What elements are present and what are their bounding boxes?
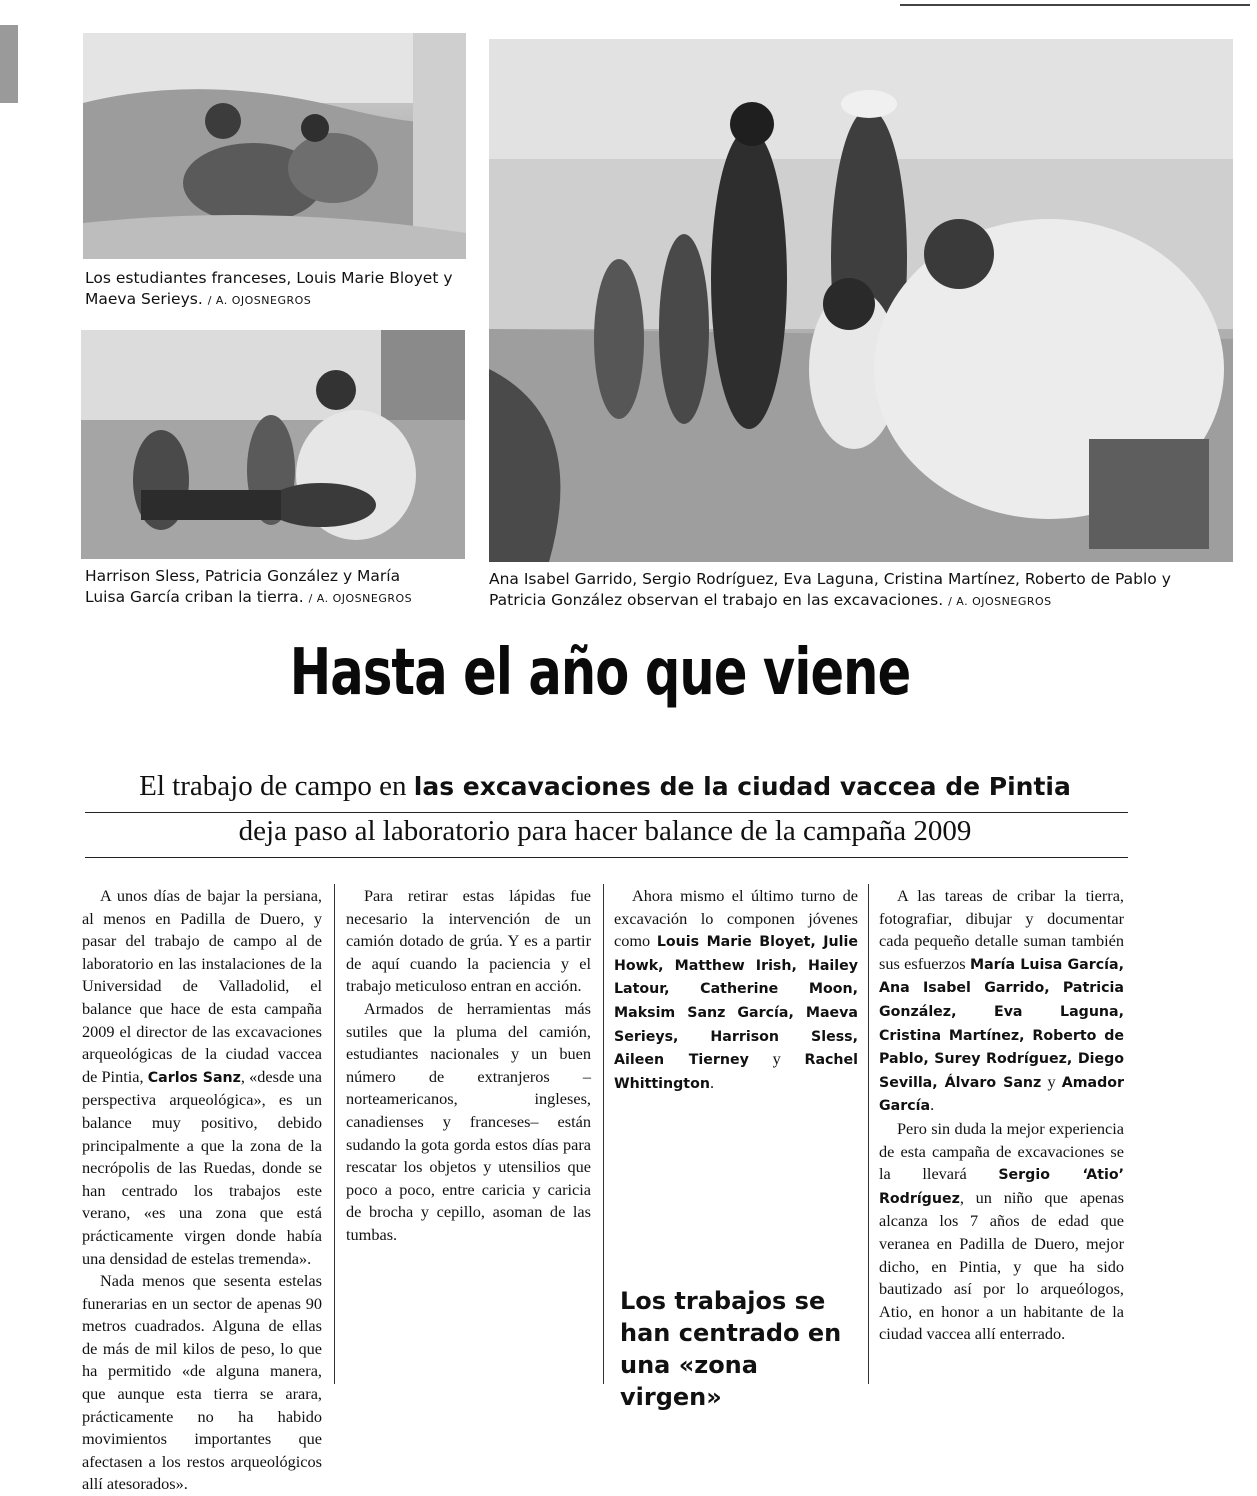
person-name: Amador García	[879, 1074, 1124, 1115]
pull-quote: Los trabajos se han centrado en una «zona virgen»	[620, 1287, 842, 1411]
body-text: .	[930, 1095, 935, 1115]
body-text: , un niño que apenas alcanza los 7 años de edad que veranea en Padilla de Duero, mejor dicho, en Pintia, y que ha sido bautizado así por lo arqueólogos, Atio, en honor a un habitante de la ciudad vaccea allí enterrado.	[879, 1187, 1124, 1344]
subheadline-line-2: deja paso al laboratorio para hacer balance de la campaña 2009	[238, 815, 972, 847]
paragraph: Para retirar estas lápidas fue necesario la intervención de un camión dotado de grúa. Y es a partir de aquí cuando la paciencia y el trabajo meticuloso entran en acción.	[346, 886, 591, 996]
body-text: .	[709, 1072, 715, 1092]
body-text: A unos días de bajar la persiana, al menos en Padilla de Duero, y pasar del trabajo de campo al de laboratorio en las instalaciones de la Universidad de Valladolid, el balance que hace de esta campaña 2009 el director de las excavaciones arqueológicas de la ciudad vaccea de Pintia,	[82, 886, 322, 1086]
subheadline-bold: las excavaciones de la ciudad vaccea de Pintia	[413, 772, 1071, 801]
scan-top-rule	[900, 4, 1250, 6]
headline: Hasta el año que viene	[289, 636, 911, 710]
person-names: Louis Marie Bloyet, Julie Howk, Matthew Irish, Hailey Latour, Catherine Moon, Maksim Sanz García, Maeva Serieys, Harrison Sless, Aileen Tierney	[614, 934, 858, 1069]
subheadline-plain: El trabajo de campo en	[139, 770, 414, 802]
paragraph	[614, 885, 858, 1095]
photo-credit: / A. OJOSNEGROS	[207, 294, 312, 307]
photo-sifting-soil	[81, 330, 465, 559]
caption-photo-2	[85, 566, 445, 609]
photo-credit: / A. OJOSNEGROS	[948, 595, 1052, 608]
person-name: Carlos Sanz	[147, 1069, 241, 1086]
paragraph: Armados de herramientas más sutiles que la pluma del camión, estudiantes nacionales y un buen número de extranjeros –norteamericanos, ingleses, canadienses y franceses– están sudando la gota gorda estos días para rescatar los objetos y utensilios que poco a poco, entre caricia y caricia de brocha y cepillo, asoman de las tumbas.	[346, 998, 591, 1244]
subheadline-divider-bottom	[85, 857, 1128, 858]
paragraph: Nada menos que sesenta estelas funerarias en un sector de apenas 90 metros cuadrados. Alguna de ellas de más de mil kilos de peso, lo que ha permitido «de alguna manera, que aunque esta tierra se arara, prácticamente no ha habido movimientos importantes que afectasen a los restos arqueológicos allí atesorados».	[82, 1271, 322, 1494]
paragraph	[879, 1118, 1124, 1346]
photo-credit: / A. OJOSNEGROS	[308, 592, 413, 605]
body-column-1	[82, 885, 322, 1496]
body-text: y	[1041, 1071, 1062, 1091]
body-text: A las tareas de cribar la tierra, fotografiar, dibujar y documentar cada pequeño detalle suman también sus esfuerzos	[879, 886, 1124, 973]
column-divider	[603, 884, 604, 1384]
caption-photo-3	[489, 569, 1229, 612]
caption-text: Ana Isabel Garrido, Sergio Rodríguez, Eva Laguna, Cristina Martínez, Roberto de Pablo y Patricia González observan el trabajo en las excavaciones.	[489, 570, 1171, 609]
photo-students-digging	[83, 33, 466, 259]
subheadline-divider	[85, 812, 1128, 813]
caption-text: Los estudiantes franceses, Louis Marie Bloyet y Maeva Serieys.	[85, 269, 453, 308]
column-divider	[334, 884, 335, 1384]
paragraph	[879, 885, 1124, 1118]
paragraph	[82, 885, 322, 1270]
caption-photo-1	[85, 268, 455, 311]
caption-text: Harrison Sless, Patricia González y María Luisa García criban la tierra.	[85, 567, 401, 606]
body-column-3	[614, 885, 858, 1095]
photo-group-observing	[489, 39, 1233, 562]
body-column-2	[346, 885, 591, 1247]
subheadline-line-1	[85, 770, 1125, 803]
body-column-4	[879, 885, 1124, 1346]
person-names: María Luisa García, Ana Isabel Garrido, Patricia González, Eva Laguna, Cristina Martínez, Roberto de Pablo, Surey Rodríguez, Diego Sevilla, Álvaro Sanz	[879, 956, 1124, 1091]
body-text: Pero sin duda la mejor experiencia de esta campaña de excavaciones se la llevará	[879, 1118, 1124, 1184]
column-divider	[868, 884, 869, 1384]
person-name: Sergio ‘Atio’ Rodríguez	[879, 1167, 1124, 1207]
body-text: y	[748, 1049, 805, 1069]
body-text: Ahora mismo el último turno de excavación lo componen jóvenes como	[614, 886, 858, 951]
scan-edge-mark	[0, 25, 18, 103]
person-name: Rachel Whittington	[614, 1052, 859, 1092]
body-text: , «desde una perspectiva arqueológica», es un balance muy positivo, debido principalmente a que la zona de la necrópolis de las Ruedas, donde se han centrado los trabajos este verano, «es una zona que está prácticamente virgen donde había una densidad de estelas tremenda».	[82, 1066, 322, 1268]
